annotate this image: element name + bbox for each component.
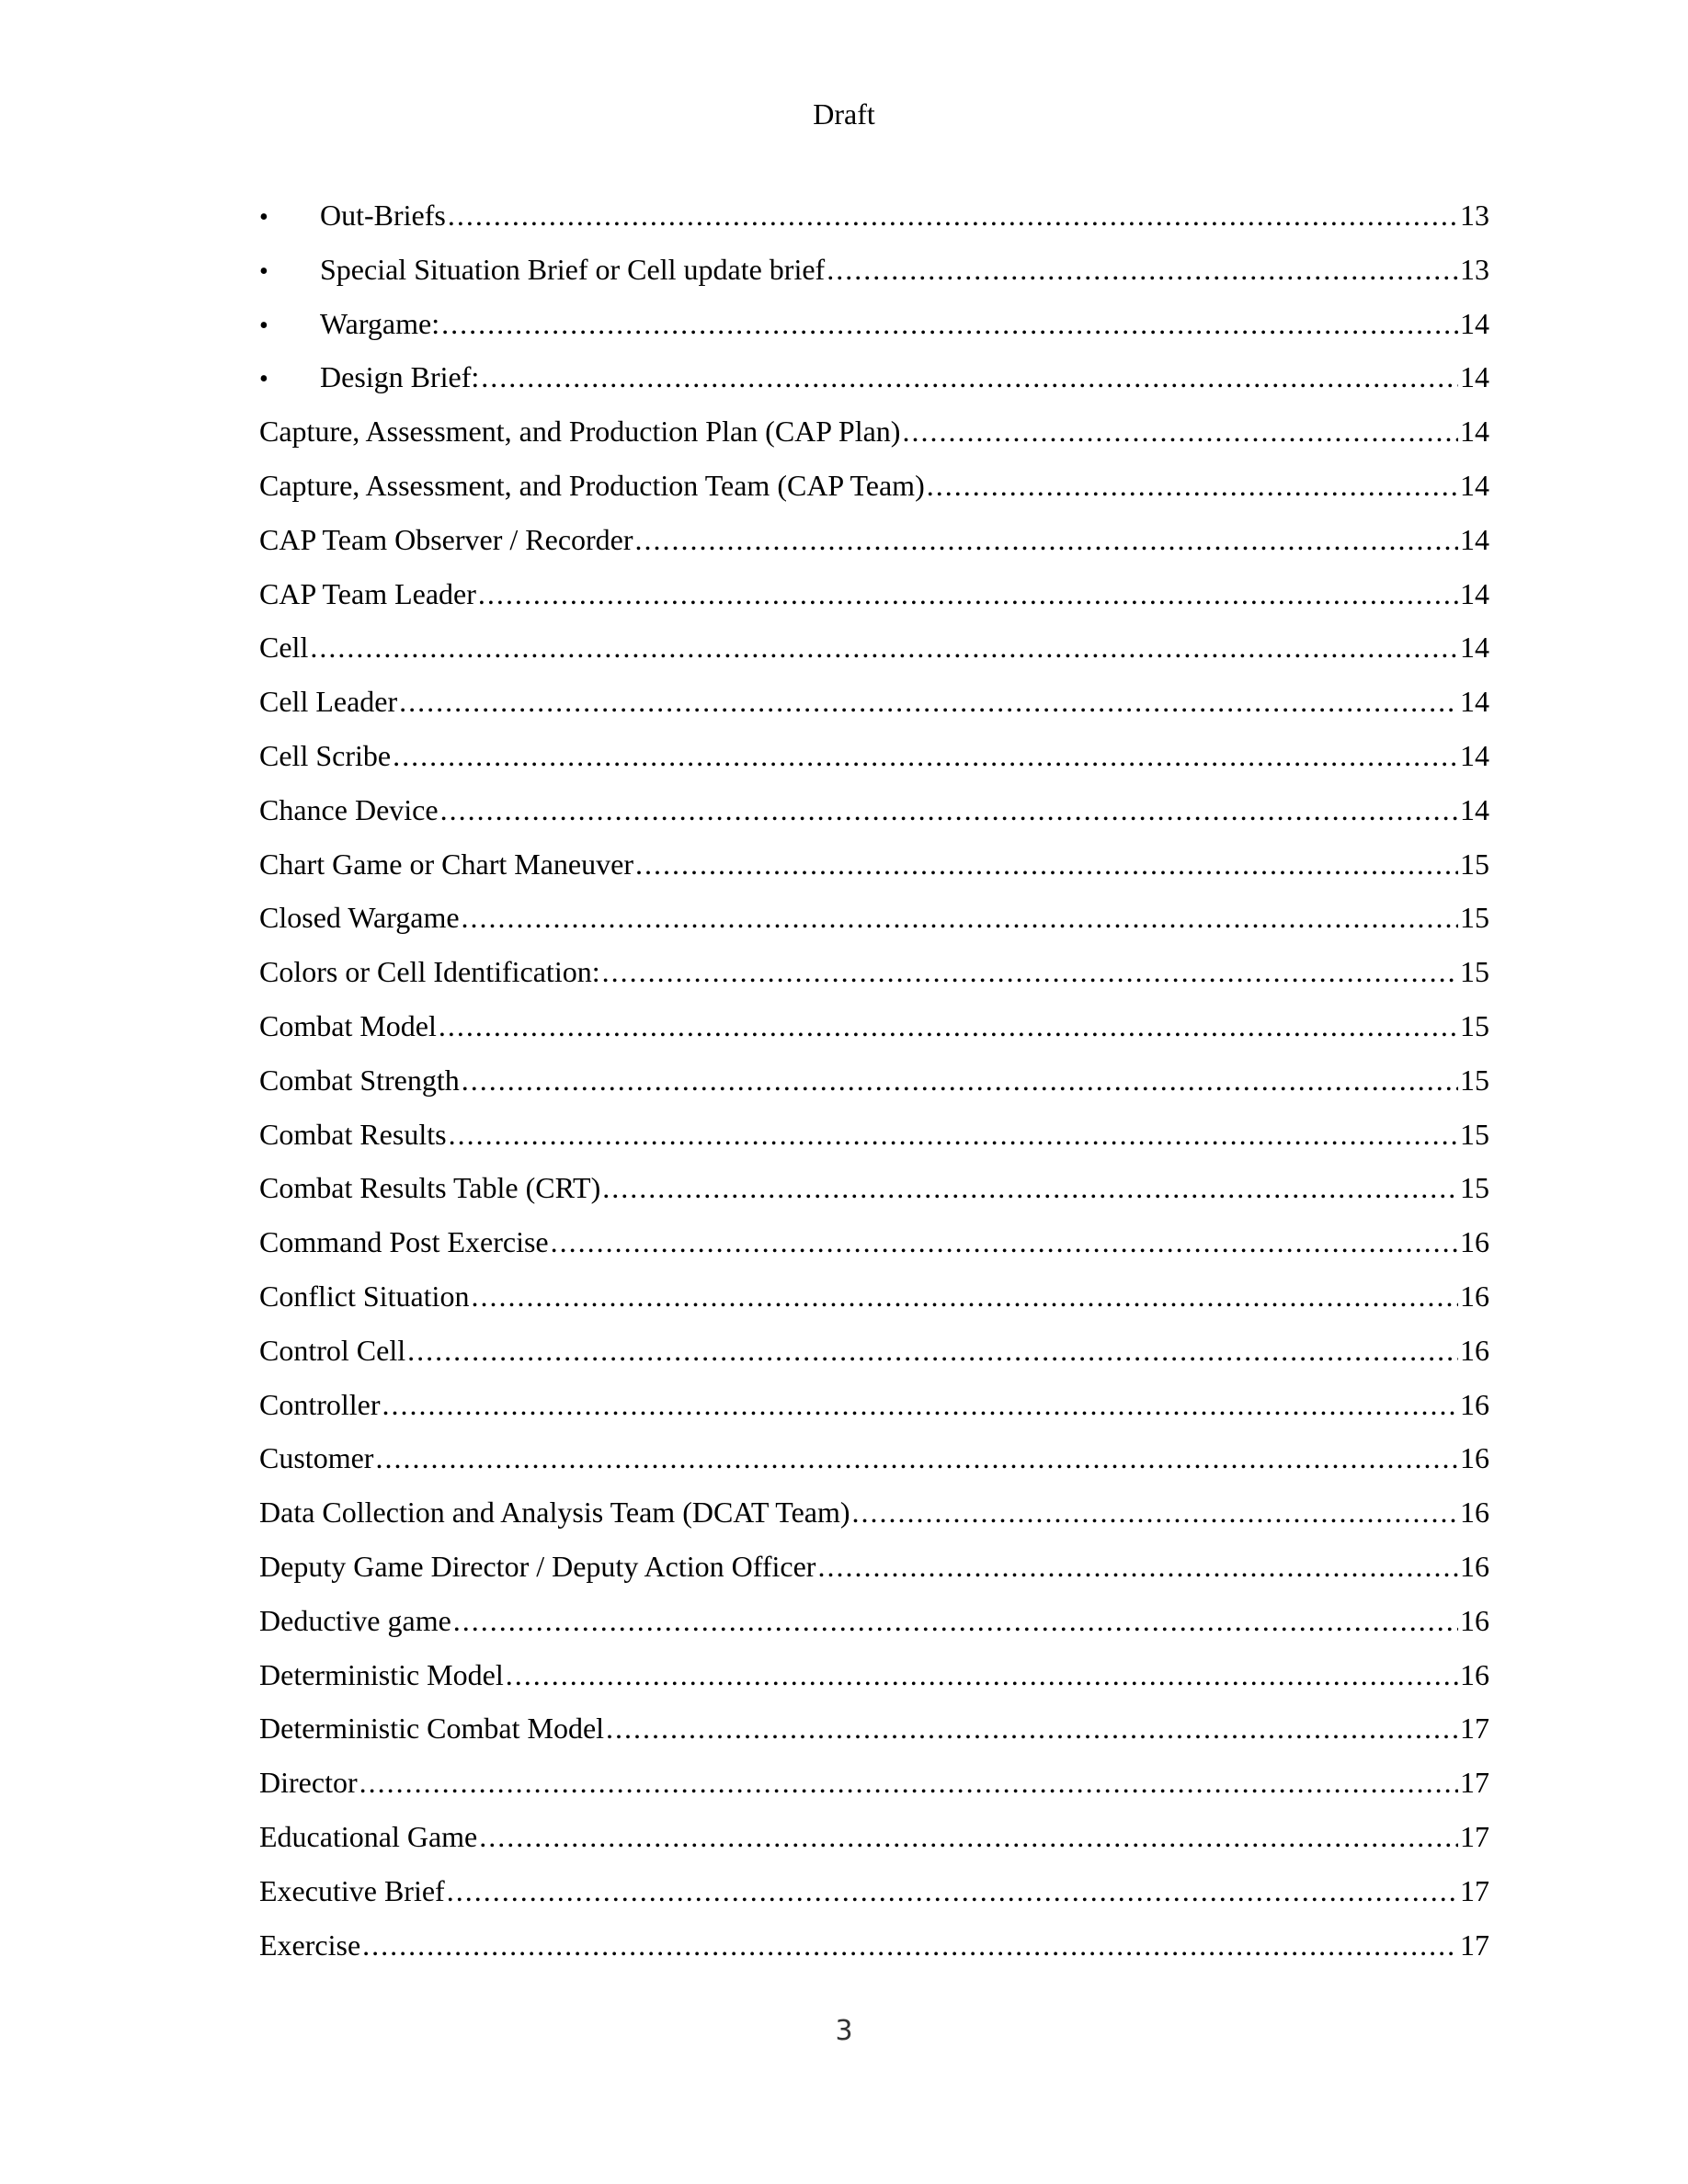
toc-entry[interactable] — [259, 629, 1489, 683]
toc-entry-page: 14 — [1460, 792, 1489, 826]
dot-leader — [551, 1223, 1458, 1260]
toc-entry-page: 15 — [1460, 1008, 1489, 1042]
toc-entry[interactable] — [259, 1872, 1489, 1927]
page-number: 3 — [835, 2015, 853, 2047]
toc-entry-title: Director — [259, 1766, 358, 1800]
toc-entry-page: 17 — [1460, 1766, 1489, 1800]
toc-entry-title: Combat Model — [259, 1008, 437, 1042]
toc-entry-page: 15 — [1460, 1063, 1489, 1097]
dot-leader — [602, 953, 1458, 990]
dot-leader — [447, 1872, 1458, 1909]
toc-entry-title: CAP Team Leader — [259, 576, 476, 610]
dot-leader — [462, 899, 1458, 936]
toc-entry-page: 14 — [1460, 738, 1489, 772]
dot-leader — [902, 413, 1458, 449]
toc-entry-page: 13 — [1460, 199, 1489, 232]
toc-entry-title: Closed Wargame — [259, 901, 460, 935]
dot-leader — [362, 1927, 1458, 1963]
toc-entry-title: Customer — [259, 1441, 374, 1475]
dot-leader — [506, 1656, 1458, 1693]
toc-entry-page: 16 — [1460, 1549, 1489, 1583]
toc-entry-page: 16 — [1460, 1225, 1489, 1259]
toc-entry-page: 17 — [1460, 1873, 1489, 1907]
toc-entry[interactable] — [259, 305, 1489, 359]
toc-entry-title: Cell — [259, 631, 309, 665]
dot-leader — [441, 305, 1458, 342]
bullet-icon: • — [259, 203, 268, 232]
toc-entry-page: 14 — [1460, 522, 1489, 556]
toc-entry[interactable] — [259, 1494, 1489, 1548]
bullet-icon: • — [259, 256, 268, 286]
dot-leader — [462, 1062, 1458, 1098]
toc-entry-title: Out-Briefs — [320, 199, 446, 232]
toc-entry-page: 14 — [1460, 415, 1489, 449]
toc-entry-page: 14 — [1460, 468, 1489, 502]
toc-entry-page: 15 — [1460, 1171, 1489, 1205]
toc-entry[interactable] — [259, 521, 1489, 575]
toc-entry[interactable] — [259, 1439, 1489, 1494]
toc-entry-title: Wargame: — [320, 306, 440, 340]
toc-entry[interactable] — [259, 683, 1489, 737]
dot-leader — [635, 846, 1458, 882]
toc-entry-page: 14 — [1460, 576, 1489, 610]
toc-entry[interactable] — [259, 1548, 1489, 1602]
toc-entry-page: 14 — [1460, 360, 1489, 394]
dot-leader — [375, 1439, 1458, 1476]
toc-entry-title: Controller — [259, 1387, 381, 1421]
dot-leader — [827, 251, 1458, 288]
toc-entry-title: Control Cell — [259, 1333, 406, 1367]
dot-leader — [481, 358, 1458, 395]
toc-entry[interactable] — [259, 1710, 1489, 1764]
table-of-contents — [259, 197, 1489, 1980]
toc-entry-title: Deputy Game Director / Deputy Action Officer — [259, 1549, 816, 1583]
toc-entry-page: 16 — [1460, 1279, 1489, 1313]
toc-entry[interactable] — [259, 1223, 1489, 1278]
toc-entry[interactable] — [259, 1116, 1489, 1170]
toc-entry-page: 13 — [1460, 252, 1489, 286]
toc-entry-page: 16 — [1460, 1657, 1489, 1691]
toc-entry[interactable] — [259, 1007, 1489, 1062]
toc-entry[interactable] — [259, 899, 1489, 953]
dot-leader — [478, 575, 1458, 612]
dot-leader — [407, 1332, 1458, 1369]
toc-entry[interactable] — [259, 953, 1489, 1007]
toc-entry-title: Capture, Assessment, and Production Team (CAP Team) — [259, 468, 925, 502]
dot-leader — [471, 1278, 1458, 1314]
toc-entry-page: 14 — [1460, 306, 1489, 340]
toc-entry[interactable] — [259, 1386, 1489, 1440]
dot-leader — [635, 521, 1458, 558]
dot-leader — [382, 1386, 1458, 1423]
toc-entry-title: Command Post Exercise — [259, 1225, 549, 1259]
dot-leader — [449, 1116, 1458, 1153]
toc-entry-title: Cell Leader — [259, 685, 398, 719]
toc-entry-page: 17 — [1460, 1819, 1489, 1853]
dot-leader — [606, 1710, 1458, 1746]
toc-entry[interactable] — [259, 846, 1489, 900]
toc-entry[interactable] — [259, 467, 1489, 521]
toc-entry-title: Design Brief: — [320, 360, 480, 394]
toc-entry-title: Exercise — [259, 1928, 361, 1962]
dot-leader — [852, 1494, 1458, 1530]
toc-entry-page: 15 — [1460, 955, 1489, 989]
dot-leader — [439, 1007, 1458, 1044]
toc-entry-title: Chance Device — [259, 792, 439, 826]
dot-leader — [399, 683, 1458, 720]
toc-entry[interactable] — [259, 1818, 1489, 1872]
toc-entry-title: Deterministic Combat Model — [259, 1712, 605, 1746]
toc-entry-title: Combat Strength — [259, 1063, 460, 1097]
toc-entry-title: Colors or Cell Identification: — [259, 955, 600, 989]
toc-entry-page: 14 — [1460, 631, 1489, 665]
toc-entry-page: 15 — [1460, 847, 1489, 881]
toc-entry[interactable] — [259, 1278, 1489, 1332]
toc-entry[interactable] — [259, 1927, 1489, 1981]
toc-entry-title: Educational Game — [259, 1819, 478, 1853]
toc-entry-title: Combat Results Table (CRT) — [259, 1171, 601, 1205]
toc-entry-page: 16 — [1460, 1333, 1489, 1367]
bullet-icon: • — [259, 365, 268, 394]
toc-entry-title: Capture, Assessment, and Production Plan (CAP Plan) — [259, 415, 901, 449]
toc-entry[interactable] — [259, 197, 1489, 251]
toc-entry[interactable] — [259, 1764, 1489, 1818]
toc-entry[interactable] — [259, 413, 1489, 467]
dot-leader — [479, 1818, 1458, 1855]
dot-leader — [817, 1548, 1458, 1585]
toc-entry-title: Deterministic Model — [259, 1657, 504, 1691]
toc-entry-title: Deductive game — [259, 1603, 451, 1637]
bullet-icon: • — [259, 311, 268, 340]
toc-entry-title: Special Situation Brief or Cell update brief — [320, 252, 826, 286]
dot-leader — [440, 791, 1458, 828]
dot-leader — [310, 629, 1458, 665]
toc-entry-page: 16 — [1460, 1603, 1489, 1637]
dot-leader — [602, 1169, 1458, 1206]
toc-entry-title: Executive Brief — [259, 1873, 445, 1907]
dot-leader — [448, 197, 1458, 233]
toc-entry[interactable] — [259, 1062, 1489, 1116]
toc-entry-title: Cell Scribe — [259, 738, 392, 772]
toc-entry-page: 17 — [1460, 1928, 1489, 1962]
toc-entry-page: 15 — [1460, 1117, 1489, 1151]
toc-entry-page: 14 — [1460, 685, 1489, 719]
toc-entry[interactable] — [259, 791, 1489, 846]
toc-entry[interactable] — [259, 358, 1489, 413]
toc-entry-page: 16 — [1460, 1496, 1489, 1530]
dot-leader — [393, 737, 1458, 774]
toc-entry-title: Chart Game or Chart Maneuver — [259, 847, 633, 881]
dot-leader — [359, 1764, 1458, 1801]
toc-entry-title: Data Collection and Analysis Team (DCAT Team) — [259, 1496, 850, 1530]
toc-entry-page: 17 — [1460, 1712, 1489, 1746]
toc-entry[interactable] — [259, 251, 1489, 305]
toc-entry[interactable] — [259, 575, 1489, 630]
toc-entry-title: Combat Results — [259, 1117, 447, 1151]
toc-entry[interactable] — [259, 1656, 1489, 1711]
toc-entry[interactable] — [259, 1169, 1489, 1223]
toc-entry-title: Conflict Situation — [259, 1279, 470, 1313]
toc-entry-page: 16 — [1460, 1387, 1489, 1421]
toc-entry-title: CAP Team Observer / Recorder — [259, 522, 633, 556]
dot-leader — [453, 1602, 1458, 1639]
toc-entry[interactable] — [259, 1332, 1489, 1386]
toc-entry-page: 16 — [1460, 1441, 1489, 1475]
page-header: Draft — [813, 97, 875, 131]
toc-entry[interactable] — [259, 737, 1489, 791]
toc-entry-page: 15 — [1460, 901, 1489, 935]
toc-entry[interactable] — [259, 1602, 1489, 1656]
dot-leader — [927, 467, 1458, 504]
